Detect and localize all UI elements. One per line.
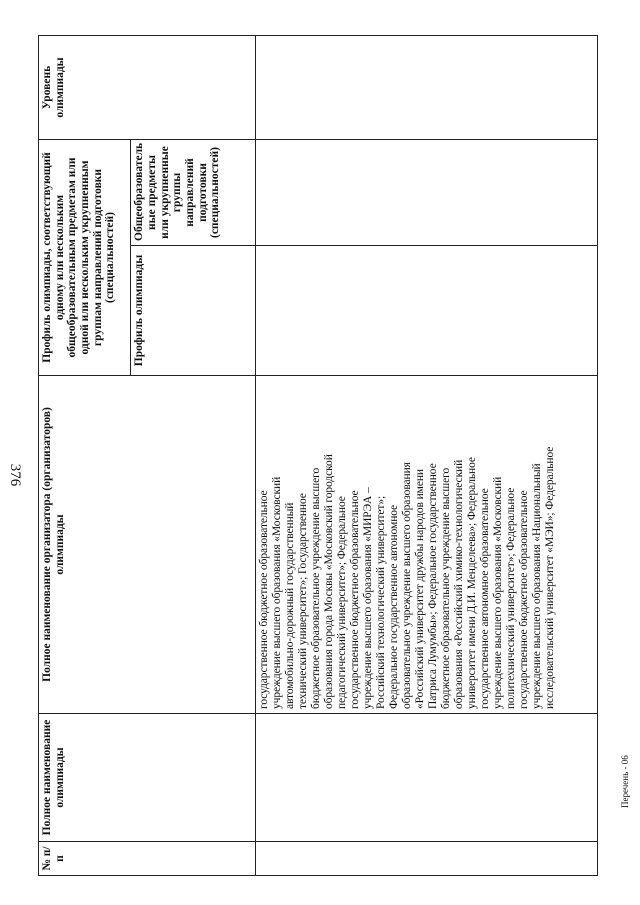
organizer-line: бюджетное образовательное учреждение высшего bbox=[440, 467, 453, 709]
organizer-line: Федеральное государственное автономное bbox=[388, 504, 401, 709]
organizer-line: исследовательский университет «МЭИ»; Федеральное bbox=[544, 446, 557, 709]
organizer-line: политехнический университет»; Федеральное bbox=[505, 487, 518, 709]
organizer-line: государственное бюджетное образовательное bbox=[518, 490, 531, 709]
organizer-line: государственное бюджетное образовательное bbox=[349, 490, 362, 709]
organizer-line: педагогический университет»; Федеральное bbox=[336, 496, 349, 709]
organizer-line: «Российский университет дружбы народов имени bbox=[414, 469, 427, 709]
organizer-line: автомобильно-дорожный государственный bbox=[284, 502, 297, 709]
header-organizer: Полное наименование организатора (организаторов) олимпиады bbox=[39, 376, 256, 714]
organizer-line: образовательное учреждение высшего образования bbox=[401, 462, 414, 709]
footer-mark: Перечень - 06 bbox=[620, 755, 630, 808]
rotated-table-frame bbox=[38, 36, 598, 876]
organizer-line: учреждение высшего образования «Национальный bbox=[531, 463, 544, 709]
organizer-line: учреждение высшего образования «МИРЭА – bbox=[362, 487, 375, 709]
cell-subjects bbox=[256, 140, 598, 246]
organizer-line: образования города Москвы «Московский городской bbox=[323, 454, 336, 709]
header-olympiad-name: Полное наименование олимпиады bbox=[39, 714, 256, 842]
cell-olympiad-name bbox=[256, 714, 598, 842]
organizer-line: государственное бюджетное образовательное bbox=[258, 490, 271, 709]
header-profile: Профиль олимпиады bbox=[131, 246, 256, 376]
cell-level bbox=[256, 36, 598, 140]
organizer-line: учреждение высшего образования «Московский bbox=[492, 476, 505, 709]
organizer-line: университет имени Д.И. Менделеева»; Федеральное bbox=[466, 457, 479, 709]
organizer-line: образования «Российский химико-технологический bbox=[453, 459, 466, 709]
header-level: Уровень олимпиады bbox=[39, 36, 256, 140]
cell-num bbox=[256, 842, 598, 876]
cell-organizer bbox=[256, 376, 598, 714]
header-profile-group: Профиль олимпиады, соответствующий одному или нескольким общеобразовательным предметам или одной или нескольким укрупненным группам направлений подготовки (специальностей) bbox=[39, 140, 131, 376]
olympiad-table bbox=[38, 35, 598, 876]
organizer-line: технический университет»; Государственное bbox=[297, 493, 310, 709]
organizer-line: бюджетное образовательное учреждение высшего bbox=[310, 467, 323, 709]
organizer-line: Патриса Лумумбы»; Федеральное государственное bbox=[427, 463, 440, 709]
organizer-line: учреждение высшего образования «Московский bbox=[271, 476, 284, 709]
header-num: № п/п bbox=[39, 842, 256, 876]
organizer-line: государственное автономное образовательное bbox=[479, 488, 492, 709]
organizer-line: Российский технологический университет»; bbox=[375, 495, 388, 709]
cell-profile bbox=[256, 246, 598, 376]
page-number: 376 bbox=[7, 463, 23, 487]
header-subjects: Общеобразователь ные предметы или укрупненные группы направлений подготовки (специальностей) bbox=[131, 140, 256, 246]
